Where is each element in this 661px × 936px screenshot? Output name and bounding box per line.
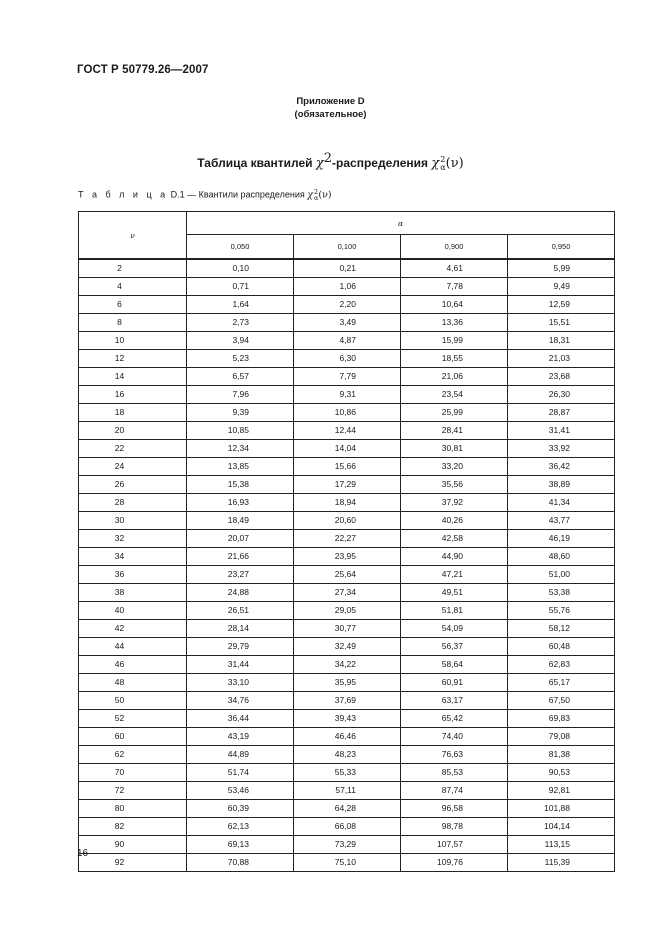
- quantile-cell: 28,14: [187, 620, 294, 638]
- table-row: [79, 422, 615, 440]
- quantile-cell: 55,76: [508, 602, 615, 620]
- quantile-cell: 107,57: [401, 836, 508, 854]
- caption-label: Т а б л и ц а: [78, 189, 169, 200]
- quantile-argument: (ν): [445, 156, 464, 172]
- nu-cell: 90: [79, 836, 187, 854]
- quantile-cell: 30,81: [401, 440, 508, 458]
- quantile-cell: 60,91: [401, 674, 508, 692]
- caption-chi-symbol: χ: [307, 189, 314, 201]
- quantile-cell: 16,93: [187, 494, 294, 512]
- quantile-cell: 14,04: [294, 440, 401, 458]
- quantile-cell: 23,95: [294, 548, 401, 566]
- table-header: [79, 212, 615, 260]
- quantile-cell: 38,89: [508, 476, 615, 494]
- nu-cell: 52: [79, 710, 187, 728]
- page-title: [0, 151, 661, 172]
- quantile-cell: 47,21: [401, 566, 508, 584]
- quantile-exponent: 2: [440, 155, 446, 164]
- alpha-value-header: 0,950: [508, 235, 615, 260]
- table-row: [79, 836, 615, 854]
- nu-cell: 40: [79, 602, 187, 620]
- quantile-cell: 49,51: [401, 584, 508, 602]
- quantile-cell: 115,39: [508, 854, 615, 872]
- quantile-cell: 35,95: [294, 674, 401, 692]
- quantile-cell: 26,30: [508, 386, 615, 404]
- quantile-cell: 7,96: [187, 386, 294, 404]
- quantile-cell: 58,12: [508, 620, 615, 638]
- table-row: [79, 350, 615, 368]
- quantile-cell: 70,88: [187, 854, 294, 872]
- quantile-cell: 43,19: [187, 728, 294, 746]
- quantile-cell: 1,64: [187, 296, 294, 314]
- nu-cell: 8: [79, 314, 187, 332]
- quantile-cell: 113,15: [508, 836, 615, 854]
- table-row: [79, 386, 615, 404]
- quantile-cell: 34,76: [187, 692, 294, 710]
- quantile-cell: 15,38: [187, 476, 294, 494]
- quantile-cell: 33,92: [508, 440, 615, 458]
- quantile-cell: 37,92: [401, 494, 508, 512]
- quantile-cell: 79,08: [508, 728, 615, 746]
- nu-cell: 10: [79, 332, 187, 350]
- quantile-cell: 25,64: [294, 566, 401, 584]
- quantile-cell: 13,85: [187, 458, 294, 476]
- title-text-before: Таблица квантилей: [197, 156, 316, 171]
- caption-argument: (ν): [318, 189, 332, 201]
- quantile-table: [78, 211, 615, 872]
- table-row: [79, 638, 615, 656]
- quantile-cell: 35,56: [401, 476, 508, 494]
- annex-heading: [0, 95, 661, 121]
- quantile-cell: 37,69: [294, 692, 401, 710]
- alpha-value-header: 0,900: [401, 235, 508, 260]
- table-row: [79, 548, 615, 566]
- table-row: [79, 656, 615, 674]
- caption-number: D.1: [170, 189, 185, 200]
- table-row: [79, 584, 615, 602]
- table-row: [79, 512, 615, 530]
- quantile-cell: 55,33: [294, 764, 401, 782]
- nu-cell: 62: [79, 746, 187, 764]
- quantile-cell: 15,66: [294, 458, 401, 476]
- quantile-cell: 28,41: [401, 422, 508, 440]
- quantile-cell: 41,34: [508, 494, 615, 512]
- nu-cell: 46: [79, 656, 187, 674]
- quantile-cell: 51,74: [187, 764, 294, 782]
- nu-cell: 72: [79, 782, 187, 800]
- table-row: [79, 404, 615, 422]
- nu-cell: 80: [79, 800, 187, 818]
- quantile-cell: 15,99: [401, 332, 508, 350]
- quantile-cell: 18,31: [508, 332, 615, 350]
- nu-cell: 20: [79, 422, 187, 440]
- nu-cell: 36: [79, 566, 187, 584]
- quantile-cell: 90,53: [508, 764, 615, 782]
- table-row: [79, 368, 615, 386]
- table-row: [79, 314, 615, 332]
- nu-cell: 34: [79, 548, 187, 566]
- nu-cell: 24: [79, 458, 187, 476]
- nu-cell: 44: [79, 638, 187, 656]
- quantile-cell: 18,94: [294, 494, 401, 512]
- quantile-cell: 30,77: [294, 620, 401, 638]
- quantile-cell: 20,60: [294, 512, 401, 530]
- quantile-cell: 5,99: [508, 259, 615, 278]
- quantile-cell: 56,37: [401, 638, 508, 656]
- table-row: [79, 296, 615, 314]
- caption-alpha-subscript: α: [314, 194, 319, 202]
- quantile-cell: 33,20: [401, 458, 508, 476]
- quantile-cell: 65,42: [401, 710, 508, 728]
- nu-cell: 26: [79, 476, 187, 494]
- quantile-chi-symbol: χ: [431, 156, 440, 172]
- table-row: [79, 530, 615, 548]
- quantile-cell: 28,87: [508, 404, 615, 422]
- quantile-cell: 2,73: [187, 314, 294, 332]
- quantile-cell: 34,22: [294, 656, 401, 674]
- nu-cell: 12: [79, 350, 187, 368]
- quantile-cell: 66,08: [294, 818, 401, 836]
- quantile-cell: 29,05: [294, 602, 401, 620]
- quantile-cell: 60,48: [508, 638, 615, 656]
- caption-text: — Квантили распределения: [184, 189, 308, 200]
- quantile-cell: 1,06: [294, 278, 401, 296]
- page-number: 16: [77, 848, 89, 859]
- quantile-cell: 24,88: [187, 584, 294, 602]
- quantile-cell: 10,64: [401, 296, 508, 314]
- nu-cell: 60: [79, 728, 187, 746]
- nu-cell: 82: [79, 818, 187, 836]
- chi-square-exponent: 2: [323, 151, 333, 167]
- nu-cell: 92: [79, 854, 187, 872]
- quantile-cell: 76,63: [401, 746, 508, 764]
- quantile-cell: 53,46: [187, 782, 294, 800]
- table-row: [79, 566, 615, 584]
- annex-status: (обязательное): [294, 109, 367, 120]
- quantile-cell: 2,20: [294, 296, 401, 314]
- annex-title: Приложение D: [296, 96, 365, 107]
- nu-cell: 38: [79, 584, 187, 602]
- quantile-alpha-subscript: α: [440, 163, 446, 172]
- quantile-cell: 3,49: [294, 314, 401, 332]
- quantile-cell: 31,44: [187, 656, 294, 674]
- quantile-cell: 63,17: [401, 692, 508, 710]
- quantile-cell: 36,44: [187, 710, 294, 728]
- nu-column-header: ν: [79, 212, 187, 260]
- table-row: [79, 332, 615, 350]
- quantile-cell: 39,43: [294, 710, 401, 728]
- quantile-cell: 33,10: [187, 674, 294, 692]
- table-row: [79, 782, 615, 800]
- title-text-after: -распределения: [332, 156, 432, 171]
- nu-cell: 70: [79, 764, 187, 782]
- quantile-cell: 12,59: [508, 296, 615, 314]
- quantile-cell: 98,78: [401, 818, 508, 836]
- quantile-cell: 42,58: [401, 530, 508, 548]
- quantile-cell: 64,28: [294, 800, 401, 818]
- nu-cell: 18: [79, 404, 187, 422]
- quantile-cell: 26,51: [187, 602, 294, 620]
- quantile-cell: 23,68: [508, 368, 615, 386]
- quantile-cell: 60,39: [187, 800, 294, 818]
- quantile-cell: 0,71: [187, 278, 294, 296]
- chi-symbol: χ: [315, 156, 324, 172]
- table-caption: [78, 189, 332, 201]
- quantile-cell: 51,81: [401, 602, 508, 620]
- nu-cell: 6: [79, 296, 187, 314]
- quantile-cell: 23,54: [401, 386, 508, 404]
- quantile-cell: 44,89: [187, 746, 294, 764]
- table-row: [79, 854, 615, 872]
- quantile-cell: 15,51: [508, 314, 615, 332]
- nu-cell: 16: [79, 386, 187, 404]
- alpha-group-header: α: [187, 212, 615, 235]
- quantile-cell: 74,40: [401, 728, 508, 746]
- quantile-cell: 69,13: [187, 836, 294, 854]
- quantile-cell: 96,58: [401, 800, 508, 818]
- quantile-cell: 104,14: [508, 818, 615, 836]
- quantile-cell: 81,38: [508, 746, 615, 764]
- table-body: [79, 259, 615, 872]
- caption-exponent: 2: [314, 188, 319, 196]
- quantile-cell: 23,27: [187, 566, 294, 584]
- quantile-cell: 44,90: [401, 548, 508, 566]
- table-row: [79, 602, 615, 620]
- quantile-cell: 58,64: [401, 656, 508, 674]
- quantile-cell: 7,79: [294, 368, 401, 386]
- quantile-cell: 53,38: [508, 584, 615, 602]
- quantile-cell: 18,55: [401, 350, 508, 368]
- quantile-cell: 85,53: [401, 764, 508, 782]
- nu-cell: 14: [79, 368, 187, 386]
- quantile-cell: 48,60: [508, 548, 615, 566]
- quantile-cell: 54,09: [401, 620, 508, 638]
- quantile-cell: 69,83: [508, 710, 615, 728]
- quantile-cell: 22,27: [294, 530, 401, 548]
- quantile-cell: 31,41: [508, 422, 615, 440]
- quantile-cell: 46,19: [508, 530, 615, 548]
- quantile-cell: 87,74: [401, 782, 508, 800]
- quantile-cell: 109,76: [401, 854, 508, 872]
- quantile-cell: 67,50: [508, 692, 615, 710]
- quantile-cell: 4,87: [294, 332, 401, 350]
- quantile-cell: 20,07: [187, 530, 294, 548]
- quantile-cell: 46,46: [294, 728, 401, 746]
- table-row: [79, 458, 615, 476]
- table-row: [79, 440, 615, 458]
- quantile-cell: 12,44: [294, 422, 401, 440]
- quantile-cell: 62,83: [508, 656, 615, 674]
- quantile-cell: 32,49: [294, 638, 401, 656]
- quantile-cell: 9,39: [187, 404, 294, 422]
- quantile-cell: 4,61: [401, 259, 508, 278]
- document-code: ГОСТ Р 50779.26—2007: [77, 64, 209, 76]
- quantile-cell: 101,88: [508, 800, 615, 818]
- table-row: [79, 494, 615, 512]
- quantile-cell: 5,23: [187, 350, 294, 368]
- table-row: [79, 800, 615, 818]
- quantile-cell: 73,29: [294, 836, 401, 854]
- quantile-cell: 13,36: [401, 314, 508, 332]
- quantile-cell: 51,00: [508, 566, 615, 584]
- quantile-cell: 0,10: [187, 259, 294, 278]
- quantile-cell: 21,06: [401, 368, 508, 386]
- quantile-cell: 57,11: [294, 782, 401, 800]
- table-row: [79, 278, 615, 296]
- quantile-cell: 40,26: [401, 512, 508, 530]
- quantile-cell: 7,78: [401, 278, 508, 296]
- table-row: [79, 746, 615, 764]
- quantile-cell: 25,99: [401, 404, 508, 422]
- table-row: [79, 674, 615, 692]
- quantile-cell: 9,49: [508, 278, 615, 296]
- table-row: [79, 620, 615, 638]
- quantile-cell: 29,79: [187, 638, 294, 656]
- quantile-cell: 48,23: [294, 746, 401, 764]
- nu-cell: 32: [79, 530, 187, 548]
- nu-cell: 28: [79, 494, 187, 512]
- quantile-cell: 9,31: [294, 386, 401, 404]
- alpha-value-header: 0,100: [294, 235, 401, 260]
- quantile-cell: 92,81: [508, 782, 615, 800]
- quantile-cell: 21,66: [187, 548, 294, 566]
- quantile-cell: 65,17: [508, 674, 615, 692]
- alpha-value-header: 0,050: [187, 235, 294, 260]
- table-row: [79, 476, 615, 494]
- quantile-cell: 43,77: [508, 512, 615, 530]
- table-row: [79, 764, 615, 782]
- table-row: [79, 259, 615, 278]
- quantile-cell: 10,85: [187, 422, 294, 440]
- nu-cell: 2: [79, 259, 187, 278]
- quantile-cell: 17,29: [294, 476, 401, 494]
- quantile-cell: 10,86: [294, 404, 401, 422]
- quantile-cell: 0,21: [294, 259, 401, 278]
- nu-cell: 4: [79, 278, 187, 296]
- table-row: [79, 818, 615, 836]
- nu-cell: 50: [79, 692, 187, 710]
- nu-cell: 48: [79, 674, 187, 692]
- quantile-cell: 27,34: [294, 584, 401, 602]
- nu-cell: 22: [79, 440, 187, 458]
- quantile-cell: 75,10: [294, 854, 401, 872]
- quantile-cell: 6,30: [294, 350, 401, 368]
- nu-cell: 42: [79, 620, 187, 638]
- nu-cell: 30: [79, 512, 187, 530]
- table-row: [79, 728, 615, 746]
- quantile-cell: 6,57: [187, 368, 294, 386]
- quantile-cell: 36,42: [508, 458, 615, 476]
- table-row: [79, 710, 615, 728]
- quantile-cell: 3,94: [187, 332, 294, 350]
- quantile-cell: 12,34: [187, 440, 294, 458]
- quantile-cell: 21,03: [508, 350, 615, 368]
- quantile-cell: 62,13: [187, 818, 294, 836]
- quantile-cell: 18,49: [187, 512, 294, 530]
- table-row: [79, 692, 615, 710]
